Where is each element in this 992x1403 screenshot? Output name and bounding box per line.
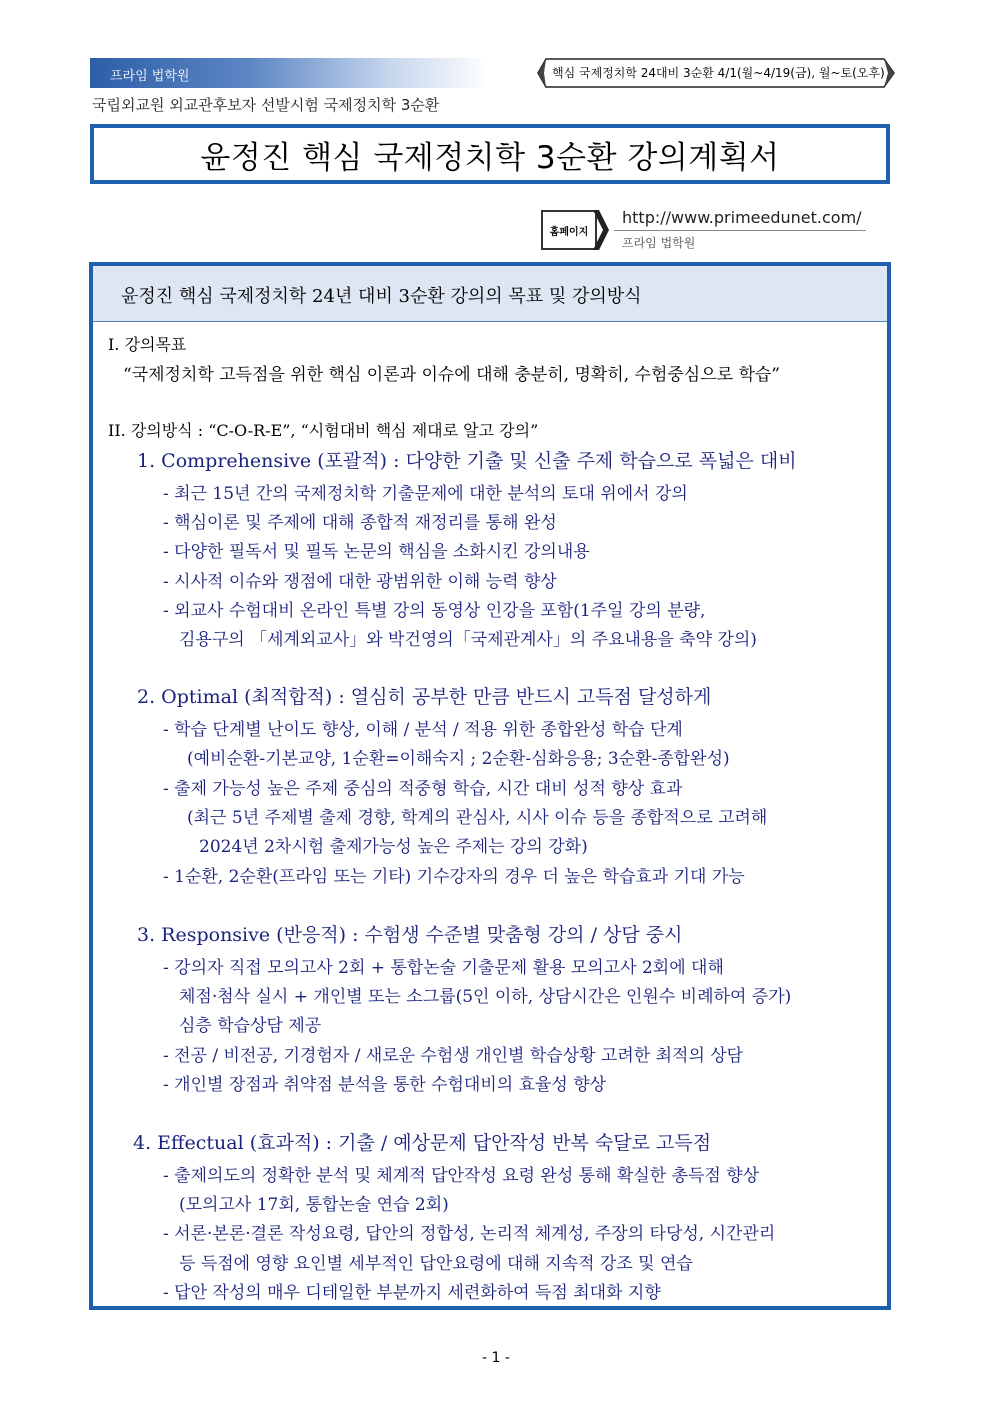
item-2-title: 2. Optimal (최적합적) : 열심히 공부한 만큼 반드시 고득점 달성하게: [137, 686, 712, 708]
item-1-line: - 시사적 이슈와 쟁점에 대한 광범위한 이해 능력 향상: [163, 572, 557, 592]
item-2-line: 2024년 2차시험 출제가능성 높은 주제는 강의 강화): [199, 837, 588, 857]
item-3-line: - 전공 / 비전공, 기경험자 / 새로운 수험생 개인별 학습상황 고려한 최적의 상담: [163, 1046, 744, 1066]
item-1-line: - 최근 15년 간의 국제정치학 기출문제에 대한 분석의 토대 위에서 강의: [163, 484, 688, 504]
item-2-line: (최근 5년 주제별 출제 경향, 학계의 관심사, 시사 이슈 등을 종합적으로 고려해: [187, 808, 768, 828]
homepage-divider: [614, 230, 866, 231]
item-4-title: 4. Effectual (효과적) : 기출 / 예상문제 답안작성 반복 숙달로 고득점: [133, 1132, 712, 1154]
goal-text: “국제정치학 고득점을 위한 핵심 이론과 이슈에 대해 충분히, 명확히, 수험중심으로 학습”: [123, 365, 780, 385]
goal-title: I. 강의목표: [108, 335, 187, 354]
title-box: [90, 124, 890, 184]
item-4-line: - 서론·본론·결론 작성요령, 답안의 정합성, 논리적 체계성, 주장의 타당성, 시간관리: [163, 1224, 776, 1244]
homepage-org: 프라임 법학원: [622, 236, 696, 250]
item-1-line: - 핵심이론 및 주제에 대해 종합적 재정리를 통해 완성: [163, 513, 557, 533]
item-4-line: (모의고사 17회, 통합논술 연습 2회): [179, 1195, 449, 1215]
page-number: - 1 -: [482, 1350, 510, 1366]
item-3-line: 심층 학습상담 제공: [179, 1016, 322, 1036]
item-3-line: - 개인별 장점과 취약점 분석을 통한 수험대비의 효율성 향상: [163, 1075, 607, 1095]
plan-heading-bar: [93, 266, 887, 322]
plan-box: [89, 262, 891, 1310]
item-2-line: (예비순환-기본교양, 1순환=이해숙지 ; 2순환-심화응용; 3순환-종합완성): [187, 749, 730, 769]
item-2-line: - 학습 단계별 난이도 향상, 이해 / 분석 / 적용 위한 종합완성 학습 단계: [163, 720, 683, 740]
item-3-line: 체점·첨삭 실시 + 개인별 또는 소그룹(5인 이하, 상담시간은 인원수 비례하여 증가): [179, 987, 792, 1007]
course-tag-text: 핵심 국제정치학 24대비 3순환 4/1(월~4/19(금), 월~토(오후): [552, 66, 885, 80]
exam-subtitle: 국립외교원 외교관후보자 선발시험 국제정치학 3순환: [92, 96, 440, 114]
institute-badge: 프라임 법학원: [90, 58, 490, 88]
item-2-line: - 출제 가능성 높은 주제 중심의 적중형 학습, 시간 대비 성적 향상 효과: [163, 779, 683, 799]
method-title: II. 강의방식 : “C-O-R-E”, “시험대비 핵심 제대로 알고 강의”: [108, 421, 539, 440]
item-4-line: 등 득점에 영향 요인별 세부적인 답안요령에 대해 지속적 강조 및 연습: [179, 1254, 693, 1274]
item-2-line: - 1순환, 2순환(프라임 또는 기타) 기수강자의 경우 더 높은 학습효과 기대 가능: [163, 867, 745, 887]
page-title: 윤정진 핵심 국제정치학 3순환 강의계획서: [200, 139, 780, 176]
plan-heading: 윤정진 핵심 국제정치학 24년 대비 3순환 강의의 목표 및 강의방식: [121, 286, 642, 307]
item-4-line: - 답안 작성의 매우 디테일한 부분까지 세련화하여 득점 최대화 지향: [163, 1283, 661, 1303]
item-1-line: - 다양한 필독서 및 필독 논문의 핵심을 소화시킨 강의내용: [163, 542, 590, 562]
item-1-line: - 외교사 수험대비 온라인 특별 강의 동영상 인강을 포함(1주일 강의 분량,: [163, 601, 706, 621]
course-tag: [536, 58, 896, 88]
item-3-line: - 강의자 직접 모의고사 2회 + 통합논술 기출문제 활용 모의고사 2회에 대해: [163, 958, 724, 978]
homepage-icon[interactable]: [541, 210, 609, 250]
chevron-right-icon: [593, 210, 609, 250]
item-1-line: 김용구의 「세계외교사」와 박건영의「국제관계사」의 주요내용을 축약 강의): [179, 630, 757, 650]
homepage-icon-label: 홈페이지: [541, 210, 597, 250]
homepage-link[interactable]: http://www.primeedunet.com/: [622, 208, 862, 227]
item-4-line: - 출제의도의 정확한 분석 및 체계적 답안작성 요령 완성 통해 확실한 총득점 향상: [163, 1166, 760, 1186]
item-3-title: 3. Responsive (반응적) : 수험생 수준별 맞춤형 강의 / 상담 중시: [137, 924, 683, 946]
item-1-title: 1. Comprehensive (포괄적) : 다양한 기출 및 신출 주제 학습으로 폭넓은 대비: [137, 450, 797, 472]
